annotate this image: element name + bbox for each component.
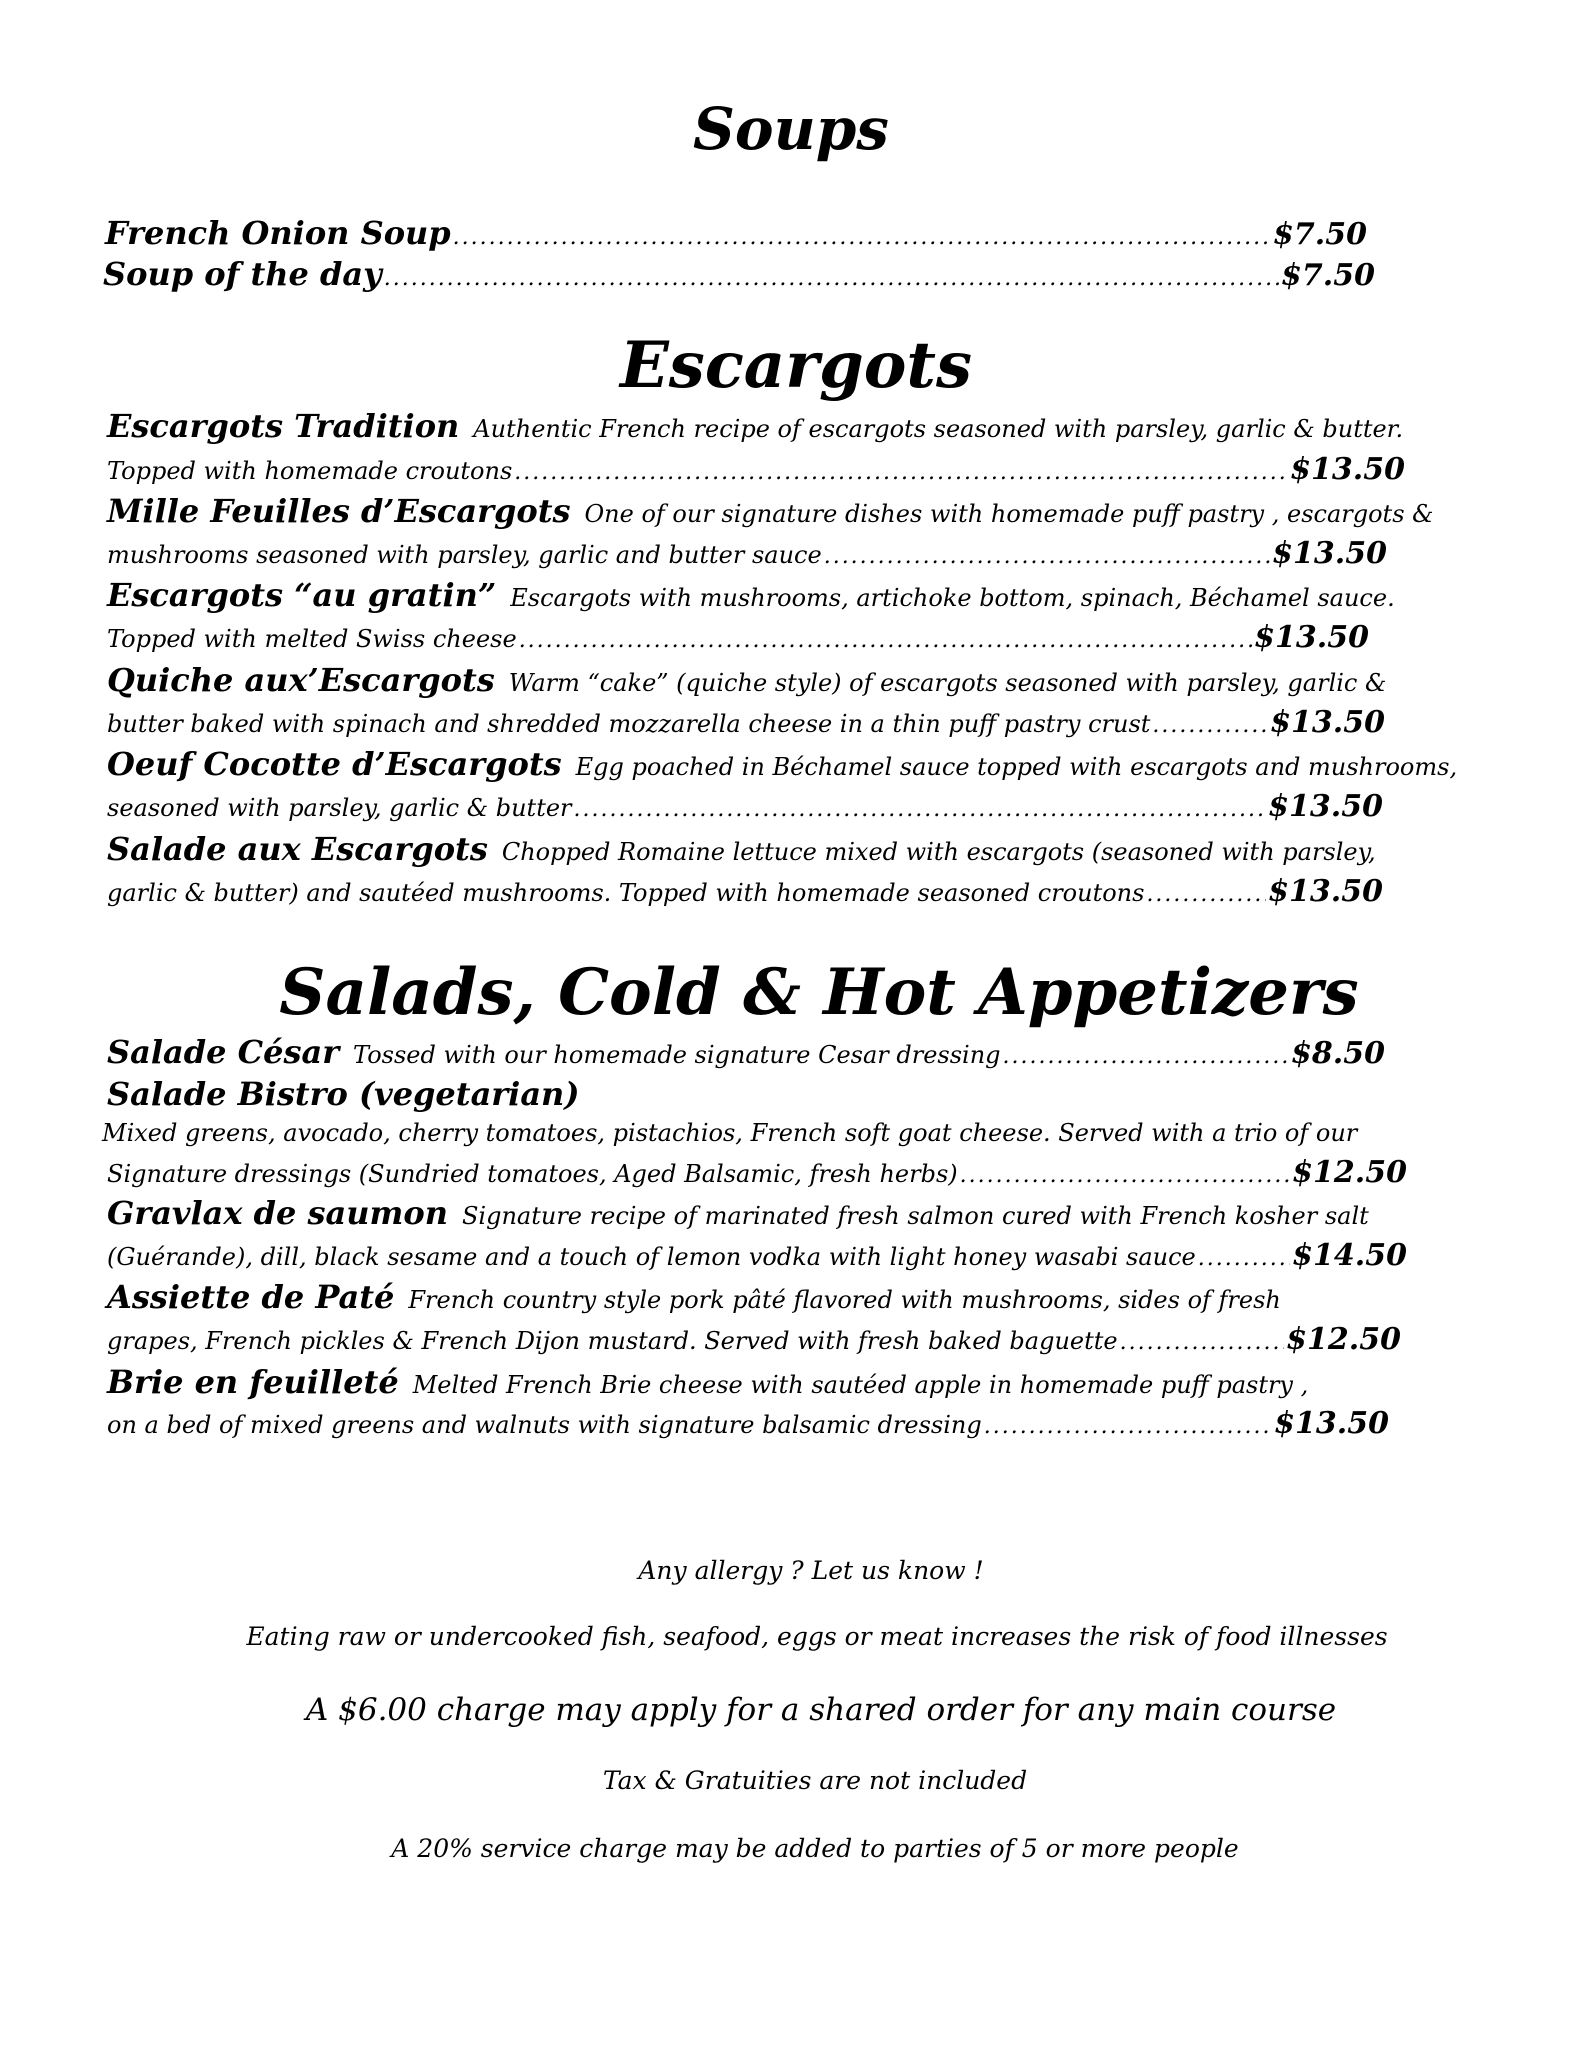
service-charge-note: A 20% service charge may be added to parties of 5 or more people xyxy=(391,1834,1239,1863)
item-description: Tossed with our homemade signature Cesar dressing xyxy=(353,1041,1001,1069)
menu-item-escargots-tradition-cont xyxy=(107,450,1405,490)
menu-item-gravlax-de-saumon xyxy=(107,1193,1369,1233)
dot-leader xyxy=(519,621,1252,661)
item-name: Salade Bistro (vegetarian) xyxy=(107,1075,580,1113)
menu-item-mille-feuilles-cont xyxy=(107,534,1387,574)
item-name: Salade aux Escargots xyxy=(107,830,488,868)
item-price: $13.50 xyxy=(1290,452,1405,487)
item-description: Signature recipe of marinated fresh salmon cured with French kosher salt xyxy=(461,1202,1369,1230)
raw-food-warning: Eating raw or undercooked fish, seafood, eggs or meat increases the risk of food illnesses xyxy=(246,1622,1388,1651)
item-price: $12.50 xyxy=(1292,1155,1407,1190)
dot-leader xyxy=(384,259,1279,299)
item-description: garlic & butter) and sautéed mushrooms. Topped with homemade seasoned croutons xyxy=(107,879,1145,907)
item-name: Brie en feuilleté xyxy=(107,1363,399,1401)
escargots-heading: Escargots xyxy=(620,328,972,403)
item-description: Authentic French recipe of escargots seasoned with parsley, garlic & butter. xyxy=(473,415,1404,443)
item-name: Salade César xyxy=(107,1033,340,1071)
menu-item-quiche-aux-escargots-cont xyxy=(107,703,1385,743)
item-description: Mixed greens, avocado, cherry tomatoes, pistachios, French soft goat cheese. Served with a trio of our xyxy=(102,1119,1358,1147)
dot-leader xyxy=(1198,1239,1290,1279)
item-name: Quiche aux’Escargots xyxy=(107,661,495,699)
item-price: $12.50 xyxy=(1286,1322,1401,1357)
item-description: One of our signature dishes with homemade puff pastry , escargots & xyxy=(584,500,1434,528)
menu-item-escargots-au-gratin xyxy=(107,575,1395,615)
menu-item-salade-aux-escargots xyxy=(107,829,1376,869)
menu-item-salade-bistro-desc xyxy=(102,1113,1357,1153)
menu-item-french-onion-soup xyxy=(105,213,1367,253)
item-description: butter baked with spinach and shredded mozzarella cheese in a thin puff pastry crust xyxy=(107,710,1151,738)
menu-item-mille-feuilles xyxy=(107,491,1434,531)
item-price: $13.50 xyxy=(1268,874,1383,909)
item-price: $14.50 xyxy=(1292,1238,1407,1273)
item-description: Topped with melted Swiss cheese xyxy=(107,625,517,653)
item-description: Egg poached in Béchamel sauce topped with escargots and mushrooms, xyxy=(575,753,1458,781)
menu-item-salade-bistro xyxy=(107,1074,579,1114)
item-name: French Onion Soup xyxy=(105,214,451,252)
item-description: French country style pork pâté flavored with mushrooms, sides of fresh xyxy=(408,1286,1281,1314)
allergy-note: Any allergy ? Let us know ! xyxy=(638,1556,984,1585)
dot-leader xyxy=(453,218,1271,258)
menu-item-soup-of-the-day xyxy=(103,254,1375,294)
item-price: $13.50 xyxy=(1270,705,1385,740)
dot-leader xyxy=(984,1407,1272,1447)
item-description: mushrooms seasoned with parsley, garlic and butter sauce xyxy=(107,541,822,569)
dot-leader xyxy=(1003,1037,1290,1077)
menu-item-assiette-de-pate xyxy=(107,1277,1281,1317)
item-price: $7.50 xyxy=(1281,258,1375,293)
item-description: Topped with homemade croutons xyxy=(107,457,513,485)
dot-leader xyxy=(824,537,1270,577)
item-description: Warm “cake” (quiche style) of escargots seasoned with parsley, garlic & xyxy=(508,669,1387,697)
item-name: Mille Feuilles d’Escargots xyxy=(107,492,571,530)
item-description: Chopped Romaine lettuce mixed with escargots (seasoned with parsley, xyxy=(501,838,1376,866)
item-price: $13.50 xyxy=(1274,1406,1389,1441)
item-price: $7.50 xyxy=(1273,217,1367,252)
dot-leader xyxy=(1146,875,1266,915)
item-description: Signature dressings (Sundried tomatoes, Aged Balsamic, fresh herbs) xyxy=(107,1160,958,1188)
shared-order-note: A $6.00 charge may apply for a shared order for any main course xyxy=(305,1692,1337,1728)
menu-item-escargots-au-gratin-cont xyxy=(107,618,1369,658)
menu-item-salade-cesar xyxy=(107,1032,1385,1072)
item-description: on a bed of mixed greens and walnuts with signature balsamic dressing xyxy=(107,1411,982,1439)
item-description: Escargots with mushrooms, artichoke bottom, spinach, Béchamel sauce. xyxy=(510,584,1395,612)
item-description: grapes, French pickles & French Dijon mustard. Served with fresh baked baguette xyxy=(107,1327,1118,1355)
item-price: $13.50 xyxy=(1268,789,1383,824)
menu-item-brie-en-feuillete-cont xyxy=(107,1404,1389,1444)
item-price: $13.50 xyxy=(1254,620,1369,655)
item-name: Soup of the day xyxy=(103,255,382,293)
menu-item-assiette-de-pate-cont xyxy=(107,1320,1401,1360)
menu-item-escargots-tradition xyxy=(107,406,1403,446)
item-price: $13.50 xyxy=(1272,536,1387,571)
menu-item-brie-en-feuillete xyxy=(107,1362,1308,1402)
item-name: Gravlax de saumon xyxy=(107,1194,448,1232)
item-description: Melted French Brie cheese with sautéed apple in homemade puff pastry , xyxy=(412,1371,1309,1399)
soups-heading: Soups xyxy=(693,95,889,163)
salads-heading: Salads, Cold & Hot Appetizers xyxy=(279,955,1359,1030)
item-name: Assiette de Paté xyxy=(107,1278,395,1316)
menu-item-salade-bistro-cont xyxy=(107,1153,1407,1193)
menu-item-salade-aux-escargots-cont xyxy=(107,872,1383,912)
menu-item-gravlax-de-saumon-cont xyxy=(107,1236,1407,1276)
dot-leader xyxy=(1120,1323,1285,1363)
menu-item-oeuf-cocotte xyxy=(107,744,1457,784)
item-price: $8.50 xyxy=(1291,1036,1385,1071)
item-description: seasoned with parsley, garlic & butter xyxy=(107,794,572,822)
item-name: Escargots Tradition xyxy=(107,407,460,445)
menu-item-oeuf-cocotte-cont xyxy=(107,787,1383,827)
dot-leader xyxy=(574,790,1267,830)
dot-leader xyxy=(1152,706,1268,746)
item-description: (Guérande), dill, black sesame and a touch of lemon vodka with light honey wasabi sauce xyxy=(107,1243,1196,1271)
item-name: Oeuf Cocotte d’Escargots xyxy=(107,745,562,783)
item-name: Escargots “au gratin” xyxy=(107,576,497,614)
tax-note: Tax & Gratuities are not included xyxy=(602,1766,1028,1795)
menu-item-quiche-aux-escargots xyxy=(107,660,1386,700)
dot-leader xyxy=(514,453,1288,493)
dot-leader xyxy=(960,1156,1291,1196)
